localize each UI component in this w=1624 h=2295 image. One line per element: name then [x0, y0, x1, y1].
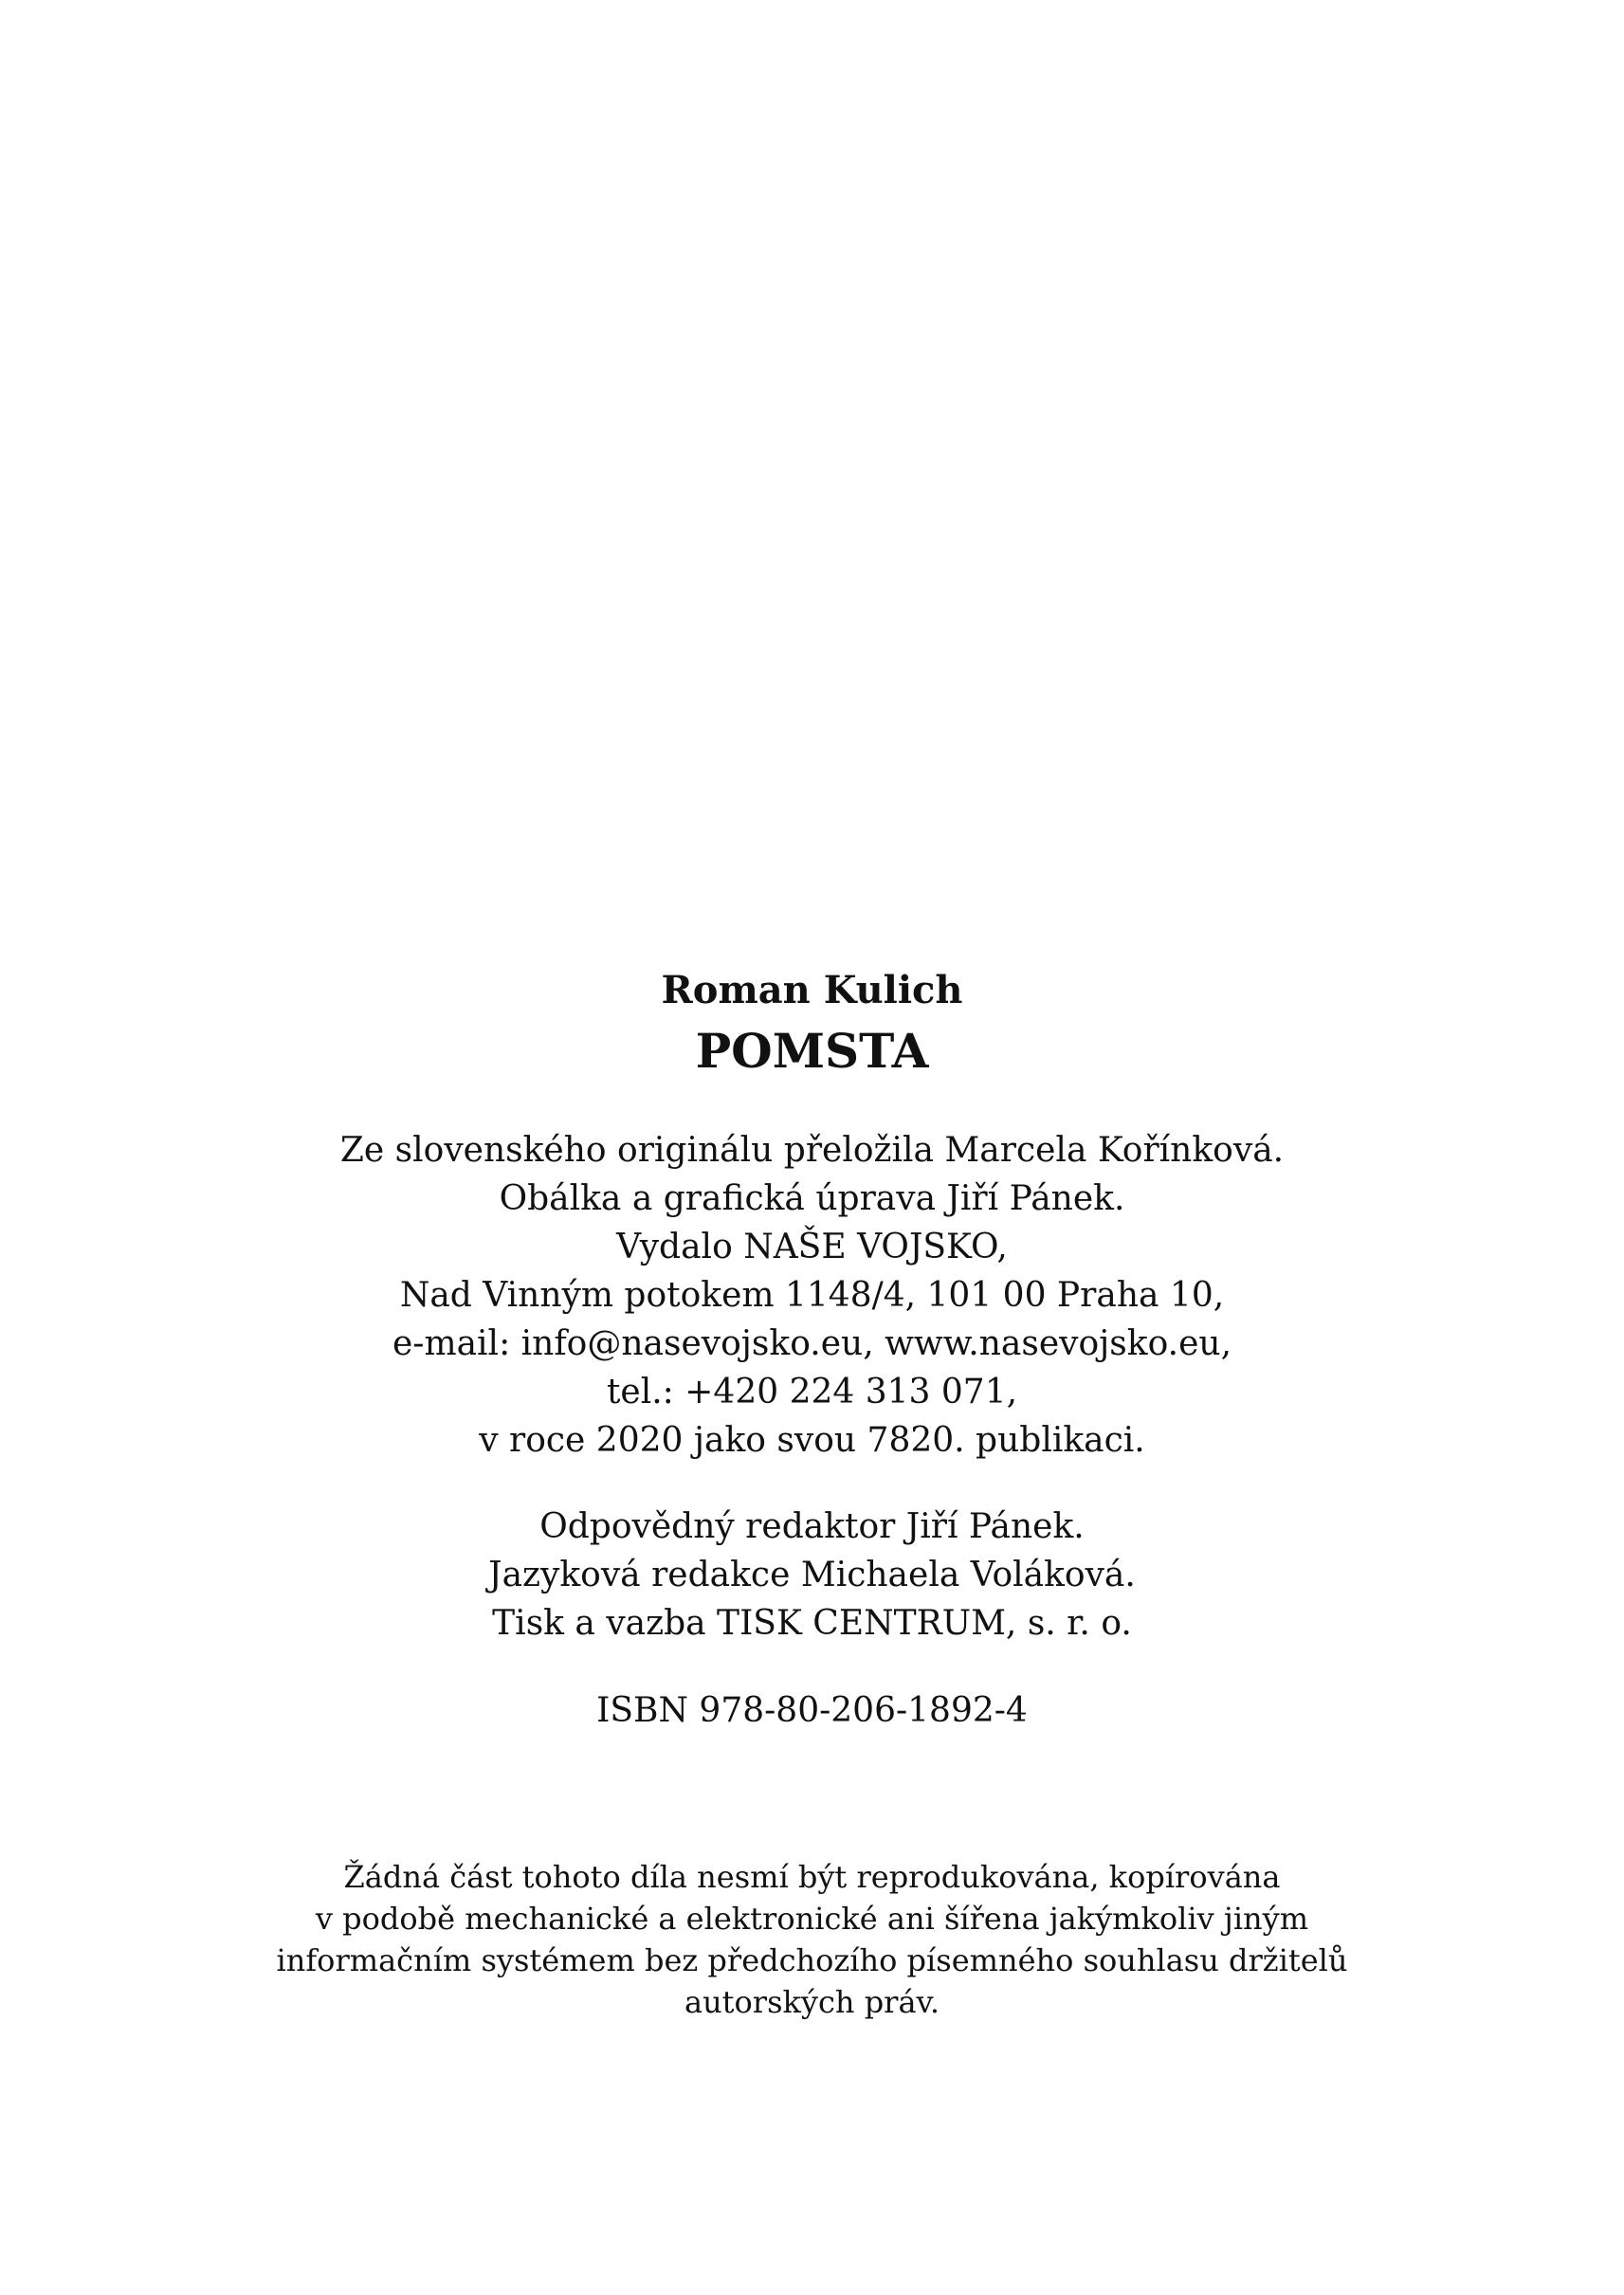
author-name: Roman Kulich	[661, 968, 963, 1012]
printer: Tisk a vazba TISK CENTRUM, s. r. o.	[492, 1604, 1132, 1643]
publisher-phone: tel.: +420 224 313 071,	[606, 1373, 1018, 1412]
copyright-line: Žádná část tohoto díla nesmí být reprodukována, kopírována	[343, 1859, 1281, 1895]
copyright-line: informačním systémem bez předchozího písemného souhlasu držitelů	[276, 1942, 1348, 1978]
copyright-line: autorských práv.	[684, 1984, 940, 2020]
book-title: POMSTA	[695, 1023, 929, 1079]
publisher-address: Nad Vinným potokem 1148/4, 101 00 Praha 10,	[399, 1276, 1225, 1315]
responsible-editor: Odpovědný redaktor Jiří Pánek.	[539, 1507, 1085, 1546]
publication-details	[0, 1126, 1624, 1465]
copyright-line: v podobě mechanické a elektronické ani šířena jakýmkoliv jiným	[315, 1901, 1309, 1937]
cover-design-credit: Obálka a grafická úprava Jiří Pánek.	[499, 1179, 1125, 1218]
isbn: ISBN 978-80-206-1892-4	[596, 1691, 1028, 1730]
production-credits	[0, 1503, 1624, 1648]
language-editor: Jazyková redakce Michaela Voláková.	[488, 1556, 1136, 1594]
publisher-contact-web: e-mail: info@nasevojsko.eu, www.nasevojsko.eu,	[392, 1324, 1232, 1363]
publication-year: v roce 2020 jako svou 7820. publikaci.	[479, 1421, 1145, 1460]
copyright-notice	[0, 1856, 1624, 2023]
translation-credit: Ze slovenského originálu přeložila Marcela Kořínková.	[339, 1131, 1285, 1170]
publisher-name: Vydalo NAŠE VOJSKO,	[616, 1228, 1008, 1266]
